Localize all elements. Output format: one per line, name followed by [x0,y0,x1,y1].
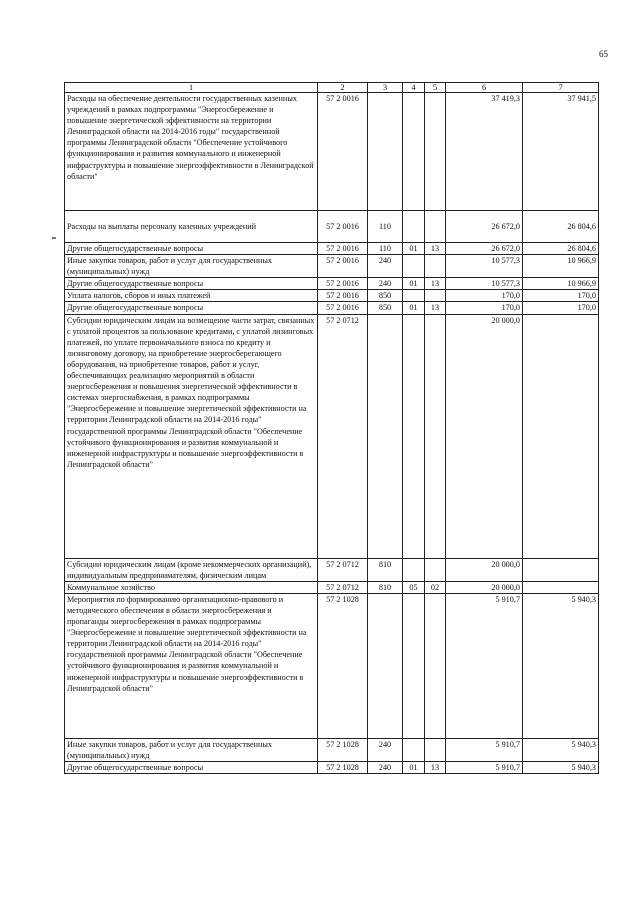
section: 01 [403,278,425,290]
subsection [425,93,446,211]
row-name: Другие общегосударственные вопросы [65,278,318,290]
section [403,290,425,302]
amount-2015: 26 672,0 [446,211,523,243]
row-name: Субсидии юридическим лицам на возмещение части затрат, связанных с уплатой процентов за пользование кредитами, с уплатой лизинговых платежей, по уплате первоначального взноса по кредиту и лизинговому договору, на приобретение энергосберегающего оборудования, на приобретение товаров, работ и услуг, обеспечивающих реализацию мероприятий в области энергосбережения и повышения энергетической эффективности в системах энергоснабжения, в рамках подпрограммы "Энергосбережение и повышение энергетической эффективности на территории Ленинградской области на 2014-2016 годы" государственной программы Ленинградской области "Обеспечение устойчивого функционирования и развития коммунальной и инженерной инфраструктуры и повышение энергоэффективности в Ленинградской области" [65,314,318,558]
expense-type [368,314,403,558]
table-row [65,93,599,211]
column-header: 4 [403,83,425,93]
amount-2015: 26 672,0 [446,243,523,255]
expense-type: 240 [368,255,403,278]
table-row [65,290,599,302]
row-name: Расходы на выплаты персоналу казенных учреждений [65,211,318,243]
amount-2016: 37 941,5 [523,93,599,211]
row-name: Иные закупки товаров, работ и услуг для государственных (муниципальных) нужд [65,255,318,278]
target-article: 57 2 0016 [318,211,368,243]
section [403,255,425,278]
row-name: Субсидии юридическим лицам (кроме некоммерческих организаций), индивидуальным предпринимателям, физическим лицам [65,558,318,581]
subsection [425,558,446,581]
amount-2015: 20 000,0 [446,558,523,581]
amount-2016: 5 940,3 [523,762,599,774]
amount-2015: 10 577,3 [446,255,523,278]
subsection [425,593,446,738]
amount-2015: 20 000,0 [446,581,523,593]
amount-2016: 10 966,9 [523,278,599,290]
amount-2016 [523,581,599,593]
section: 05 [403,581,425,593]
subsection [425,738,446,761]
amount-2016: 10 966,9 [523,255,599,278]
target-article: 57 2 0016 [318,243,368,255]
table-row [65,314,599,558]
row-name: Иные закупки товаров, работ и услуг для государственных (муниципальных) нужд [65,738,318,761]
section [403,93,425,211]
amount-2016: 170,0 [523,290,599,302]
row-name: Уплата налогов, сборов и иных платежей [65,290,318,302]
page-number: 65 [599,49,608,59]
target-article: 57 2 0016 [318,278,368,290]
column-header: 6 [446,83,523,93]
amount-2015: 170,0 [446,290,523,302]
table-row [65,278,599,290]
expense-type: 240 [368,762,403,774]
section: 01 [403,243,425,255]
table-row [65,558,599,581]
section: 01 [403,762,425,774]
expense-type: 810 [368,581,403,593]
row-name: Коммунальное хозяйство [65,581,318,593]
scan-mark [52,237,56,239]
subsection: 02 [425,581,446,593]
column-header: 3 [368,83,403,93]
target-article: 57 2 0016 [318,302,368,314]
expense-type: 850 [368,302,403,314]
table-header-row [65,83,599,93]
amount-2015: 10 577,3 [446,278,523,290]
table-row [65,302,599,314]
target-article: 57 2 0712 [318,581,368,593]
section: 01 [403,302,425,314]
subsection: 13 [425,278,446,290]
section [403,738,425,761]
section [403,211,425,243]
target-article: 57 2 1028 [318,593,368,738]
subsection [425,290,446,302]
row-name: Другие общегосударственные вопросы [65,762,318,774]
target-article: 57 2 0712 [318,558,368,581]
column-header: 2 [318,83,368,93]
target-article: 57 2 0016 [318,93,368,211]
expense-type [368,93,403,211]
column-header: 1 [65,83,318,93]
target-article: 57 2 1028 [318,738,368,761]
amount-2015: 5 910,7 [446,738,523,761]
row-name: Другие общегосударственные вопросы [65,243,318,255]
table-row [65,738,599,761]
amount-2016: 26 804,6 [523,243,599,255]
row-name: Мероприятия по формированию организационно-правового и методического обеспечения в области энергосбережения и пропаганды энергосбережения в рамках подпрограммы "Энергосбережение и повышение энергетической эффективности на территории Ленинградской области на 2014-2016 годы" государственной программы Ленинградской области "Обеспечение устойчивого функционирования и развития коммунальной и инженерной инфраструктуры и повышение энергоэффективности в Ленинградской области" [65,593,318,738]
subsection: 13 [425,243,446,255]
row-name: Расходы на обеспечение деятельности государственных казенных учреждений в рамках подпрограммы "Энергосбережение и повышение энергетической эффективности на территории Ленинградской области на 2014-2016 годы" государственной программы Ленинградской области "Обеспечение устойчивого функционирования и развития коммунального и инженерной инфраструктуры и повышение энергоэффективности в Ленинградской области" [65,93,318,211]
amount-2016: 170,0 [523,302,599,314]
subsection [425,211,446,243]
target-article: 57 2 0016 [318,255,368,278]
section [403,314,425,558]
amount-2016: 5 940,3 [523,593,599,738]
expense-type: 240 [368,738,403,761]
amount-2015: 170,0 [446,302,523,314]
amount-2015: 5 910,7 [446,762,523,774]
target-article: 57 2 0016 [318,290,368,302]
target-article: 57 2 1028 [318,762,368,774]
amount-2015: 37 419,3 [446,93,523,211]
budget-table [64,82,599,774]
expense-type: 110 [368,243,403,255]
amount-2016: 26 804,6 [523,211,599,243]
table-row [65,255,599,278]
expense-type: 240 [368,278,403,290]
amount-2016: 5 940,3 [523,738,599,761]
expense-type [368,593,403,738]
amount-2016 [523,314,599,558]
table-row [65,593,599,738]
row-name: Другие общегосударственные вопросы [65,302,318,314]
column-header: 5 [425,83,446,93]
subsection: 13 [425,762,446,774]
amount-2015: 5 910,7 [446,593,523,738]
expense-type: 810 [368,558,403,581]
table-row [65,211,599,243]
amount-2015: 20 000,0 [446,314,523,558]
expense-type: 850 [368,290,403,302]
subsection [425,255,446,278]
expense-type: 110 [368,211,403,243]
section [403,558,425,581]
column-header: 7 [523,83,599,93]
table-row [65,243,599,255]
amount-2016 [523,558,599,581]
target-article: 57 2 0712 [318,314,368,558]
table-row [65,581,599,593]
subsection: 13 [425,302,446,314]
subsection [425,314,446,558]
section [403,593,425,738]
table-row [65,762,599,774]
